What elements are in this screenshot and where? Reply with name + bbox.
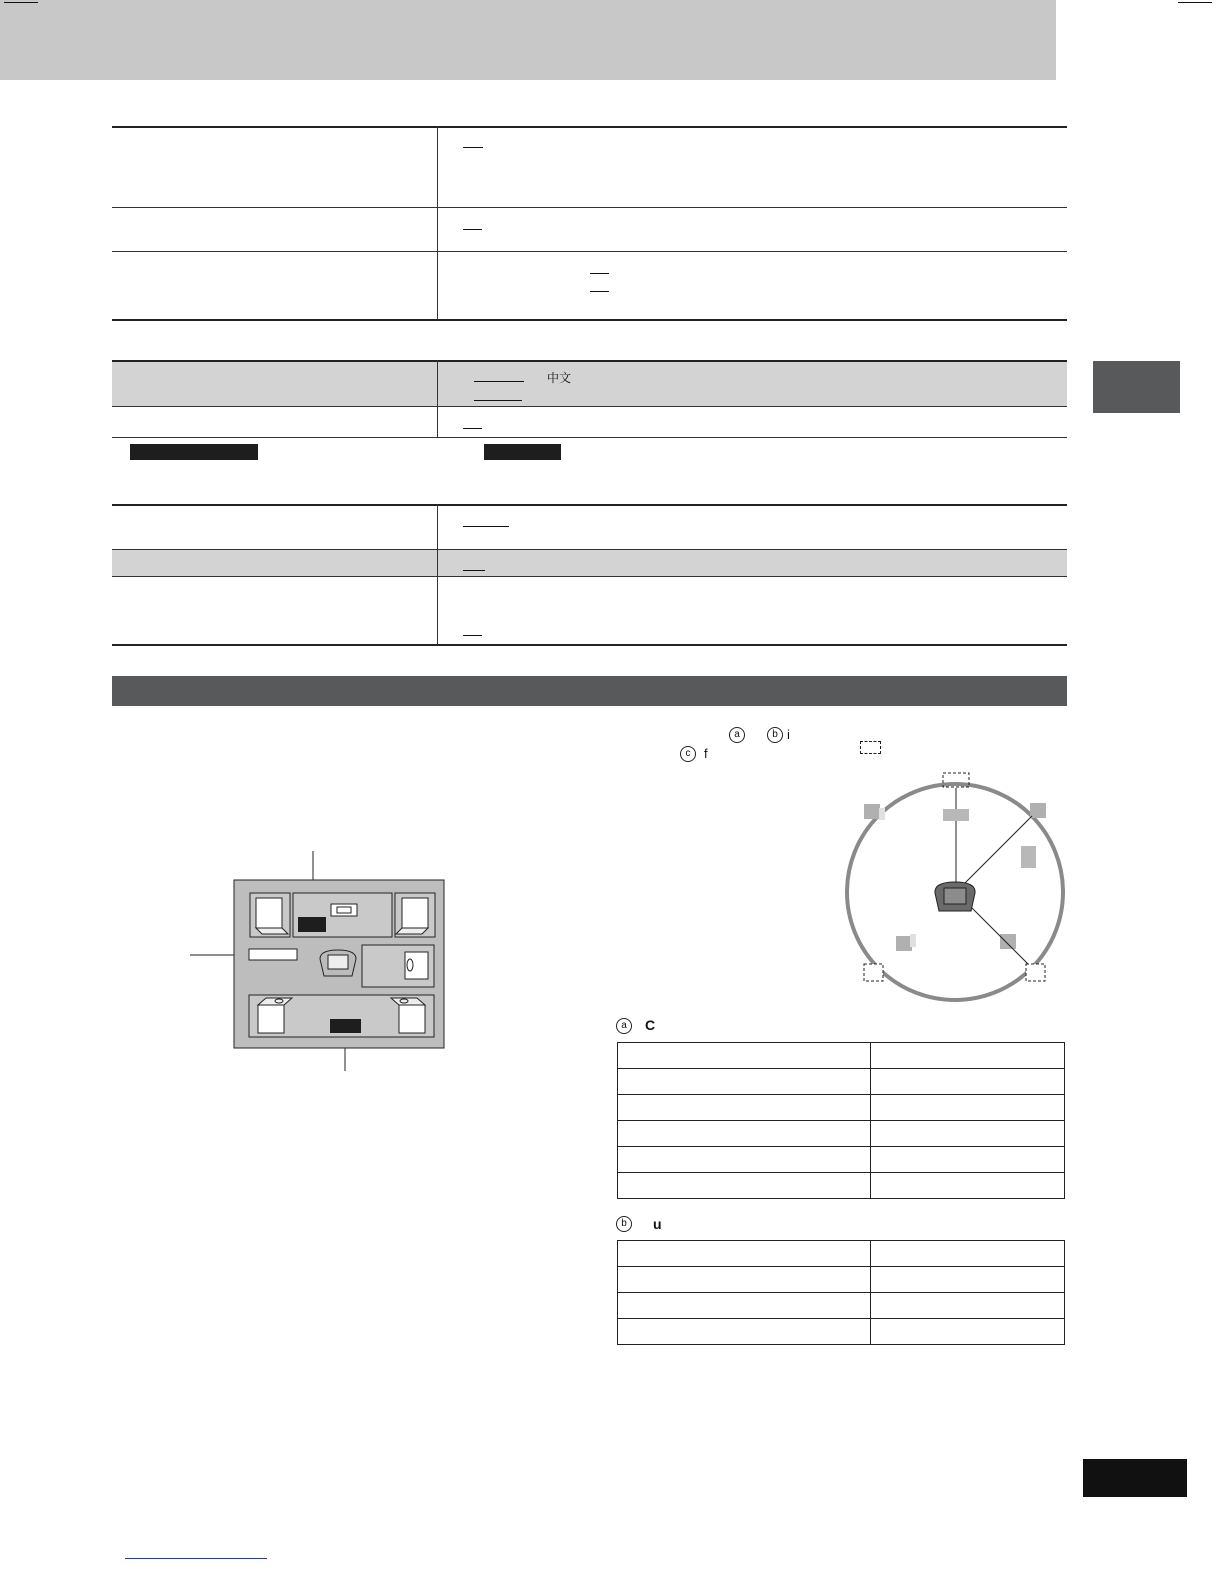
default-marker: [474, 381, 524, 382]
chapter-tab: [1093, 361, 1180, 413]
table-b-heading: u: [653, 1216, 662, 1232]
speaker-cube-icon: [405, 952, 428, 979]
section-header-bar: [112, 676, 1067, 706]
table-a-heading: C: [645, 1017, 656, 1033]
footer-link-underline[interactable]: [125, 1558, 267, 1559]
center-speaker-icon: [331, 904, 357, 916]
default-marker: [463, 570, 485, 571]
black-tag-left: [130, 444, 258, 460]
distance-table-b: [617, 1240, 1065, 1345]
chinese-option-label: 中文: [547, 371, 572, 385]
black-tag-right: [484, 444, 561, 460]
default-marker: [463, 147, 480, 148]
dashed-speaker-outline-icon: [860, 741, 881, 754]
speaker-circle-diagram: [838, 768, 1070, 1008]
speaker-room-diagram: [190, 845, 450, 1075]
distance-table-a: [617, 1042, 1065, 1199]
table-b-marker: b: [616, 1216, 632, 1232]
page-number-tab: [1083, 1459, 1187, 1497]
default-marker: [463, 229, 482, 230]
default-marker: [590, 273, 609, 274]
default-marker: [463, 526, 509, 527]
default-marker: [474, 400, 522, 401]
default-marker: [463, 635, 482, 636]
default-marker: [590, 291, 609, 292]
marker-b-circle: b: [767, 727, 783, 743]
text-fragment-c: f: [704, 746, 708, 761]
marker-c-circle: c: [680, 746, 696, 762]
text-fragment-b: i: [787, 727, 790, 742]
listener-seat-icon: [935, 882, 975, 911]
listener-seat-icon: [320, 950, 356, 976]
corner-mark-right: [1178, 2, 1212, 3]
corner-mark-left: [4, 2, 38, 3]
header-band: [0, 0, 1056, 80]
default-marker: [463, 428, 482, 429]
marker-a-circle: a: [729, 727, 745, 743]
table-a-marker: a: [616, 1018, 632, 1034]
